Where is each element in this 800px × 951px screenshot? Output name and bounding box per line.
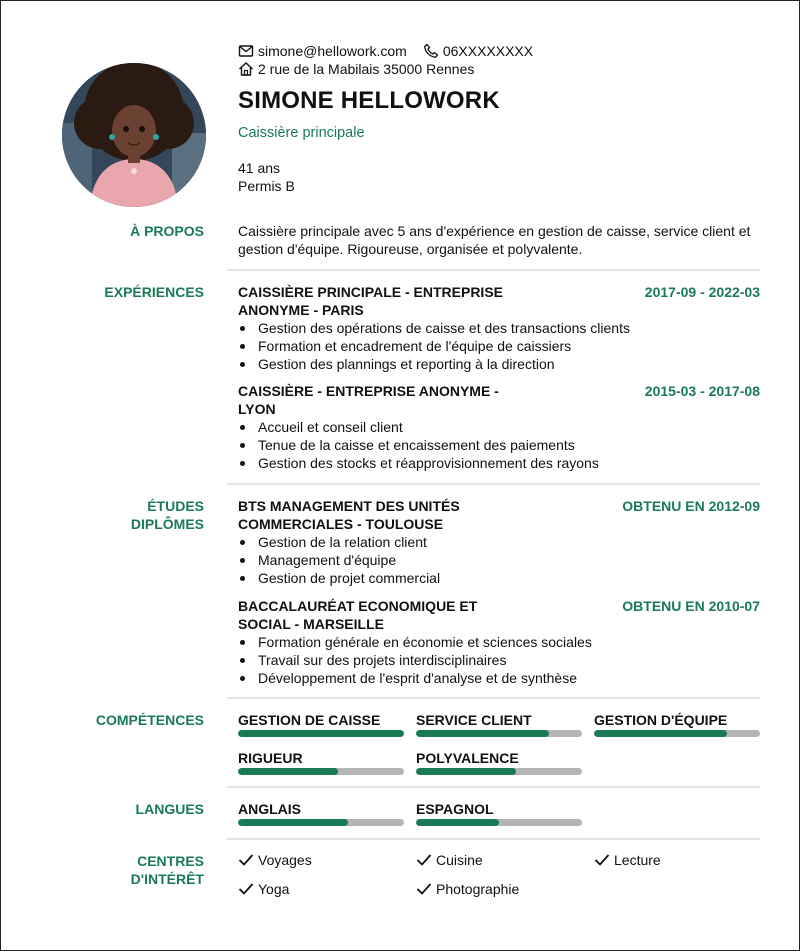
section-title-line: ÉTUDES: [147, 498, 204, 514]
email-text: simone@hellowork.com: [258, 43, 407, 59]
interest-label: Voyages: [258, 852, 312, 868]
language-item: [416, 801, 582, 826]
interest-label: Lecture: [614, 852, 661, 868]
candidate-name: SIMONE HELLOWORK: [238, 87, 500, 114]
experience-title: CAISSIÈRE PRINCIPALE - ENTREPRISE ANONYME - PARIS: [238, 284, 504, 318]
avatar-illustration: [62, 63, 206, 207]
experience-date: 2015-03 - 2017-08: [644, 383, 760, 399]
list-item: Gestion des stocks et réapprovisionnement des rayons: [238, 454, 760, 472]
list-item: Formation et encadrement de l'équipe de caissiers: [238, 337, 760, 355]
list-item: Travail sur des projets interdisciplinaires: [238, 651, 760, 669]
experience-entry: [238, 283, 760, 373]
interest-item: [238, 881, 289, 897]
list-item: Management d'équipe: [238, 551, 760, 569]
mail-icon: [238, 43, 254, 59]
language-label: ESPAGNOL: [416, 801, 494, 817]
section-title-education: [131, 497, 204, 533]
interest-item: [594, 852, 661, 868]
interest-item: [416, 852, 483, 868]
skill-bar: [238, 730, 404, 737]
section-title-line: D'INTÉRÊT: [130, 871, 204, 887]
skill-bar-fill: [594, 730, 727, 737]
education-date: OBTENU EN 2010-07: [622, 598, 760, 614]
section-title-line: CENTRES: [137, 853, 204, 869]
section-title-skills: COMPÉTENCES: [95, 712, 204, 728]
list-item: Gestion des plannings et reporting à la direction: [238, 355, 760, 373]
language-bar: [416, 819, 582, 826]
skill-label: GESTION D'ÉQUIPE: [594, 712, 728, 728]
language-bar-fill: [416, 819, 499, 826]
divider: [227, 786, 760, 788]
interest-item: [238, 852, 312, 868]
check-icon: [594, 853, 610, 867]
skill-item: [416, 712, 582, 737]
address-text: 2 rue de la Mabilais 35000 Rennes: [258, 61, 475, 77]
list-item: Gestion de projet commercial: [238, 569, 760, 587]
divider: [227, 838, 760, 840]
language-item: [238, 801, 404, 826]
interest-label: Yoga: [258, 881, 290, 897]
age: 41 ans: [238, 160, 281, 176]
experience-bullets: [238, 319, 760, 373]
check-icon: [416, 882, 432, 896]
section-title-languages: LANGUES: [135, 801, 204, 817]
skill-bar: [416, 730, 582, 737]
education-entry: [238, 497, 760, 587]
experience-bullets: [238, 418, 760, 472]
address-item: [238, 60, 474, 78]
list-item: Gestion des opérations de caisse et des transactions clients: [238, 319, 760, 337]
skill-bar: [416, 768, 582, 775]
section-title-experiences: EXPÉRIENCES: [104, 284, 204, 300]
education-bullets: [238, 533, 760, 587]
skill-item: [238, 712, 404, 737]
experience-date: 2017-09 - 2022-03: [644, 284, 760, 300]
divider: [227, 269, 760, 271]
skill-bar-fill: [416, 730, 549, 737]
list-item: Accueil et conseil client: [238, 418, 760, 436]
education-title: BACCALAURÉAT ECONOMIQUE ET SOCIAL - MARSEILLE: [238, 598, 478, 632]
avatar: [62, 63, 206, 207]
skill-bar: [594, 730, 760, 737]
driving-license: Permis B: [238, 178, 295, 194]
list-item: Gestion de la relation client: [238, 533, 760, 551]
education-title: BTS MANAGEMENT DES UNITÉS COMMERCIALES - TOULOUSE: [238, 498, 460, 532]
list-item: Développement de l'esprit d'analyse et de synthèse: [238, 669, 760, 687]
home-icon: [238, 61, 254, 77]
check-icon: [416, 853, 432, 867]
skill-bar-fill: [416, 768, 516, 775]
skill-bar-fill: [238, 768, 338, 775]
skill-label: POLYVALENCE: [416, 750, 519, 766]
interest-label: Photographie: [436, 881, 520, 897]
language-label: ANGLAIS: [238, 801, 301, 817]
skill-item: [238, 750, 404, 775]
education-entry: [238, 597, 760, 687]
section-title-about: À PROPOS: [130, 223, 204, 239]
interest-item: [416, 881, 519, 897]
language-bar-fill: [238, 819, 348, 826]
skill-bar-fill: [238, 730, 404, 737]
skill-bar: [238, 768, 404, 775]
education-date: OBTENU EN 2012-09: [622, 498, 760, 514]
divider: [227, 483, 760, 485]
check-icon: [238, 882, 254, 896]
phone-text: 06XXXXXXXX: [442, 43, 534, 59]
list-item: Formation générale en économie et sciences sociales: [238, 633, 760, 651]
language-bar: [238, 819, 404, 826]
skill-item: [594, 712, 760, 737]
section-title-line: DIPLÔMES: [130, 516, 204, 532]
email-item: [238, 42, 407, 60]
experience-entry: [238, 382, 760, 472]
skill-label: SERVICE CLIENT: [416, 712, 532, 728]
about-text: Caissière principale avec 5 ans d'expérience en gestion de caisse, service client et gestion d'équipe. Rigoureuse, organisée et polyvalente.: [238, 223, 751, 257]
interest-label: Cuisine: [436, 852, 483, 868]
skill-label: RIGUEUR: [238, 750, 303, 766]
education-bullets: [238, 633, 760, 687]
contact-block: [238, 42, 533, 78]
phone-item: [423, 42, 533, 60]
personal-info: [238, 159, 295, 195]
experience-title: CAISSIÈRE - ENTREPRISE ANONYME - LYON: [238, 383, 499, 417]
job-title: Caissière principale: [238, 125, 365, 141]
skill-label: GESTION DE CAISSE: [238, 712, 381, 728]
phone-icon: [423, 43, 439, 59]
check-icon: [238, 853, 254, 867]
section-title-interests: [131, 852, 204, 888]
divider: [227, 697, 760, 699]
list-item: Tenue de la caisse et encaissement des paiements: [238, 436, 760, 454]
skill-item: [416, 750, 582, 775]
